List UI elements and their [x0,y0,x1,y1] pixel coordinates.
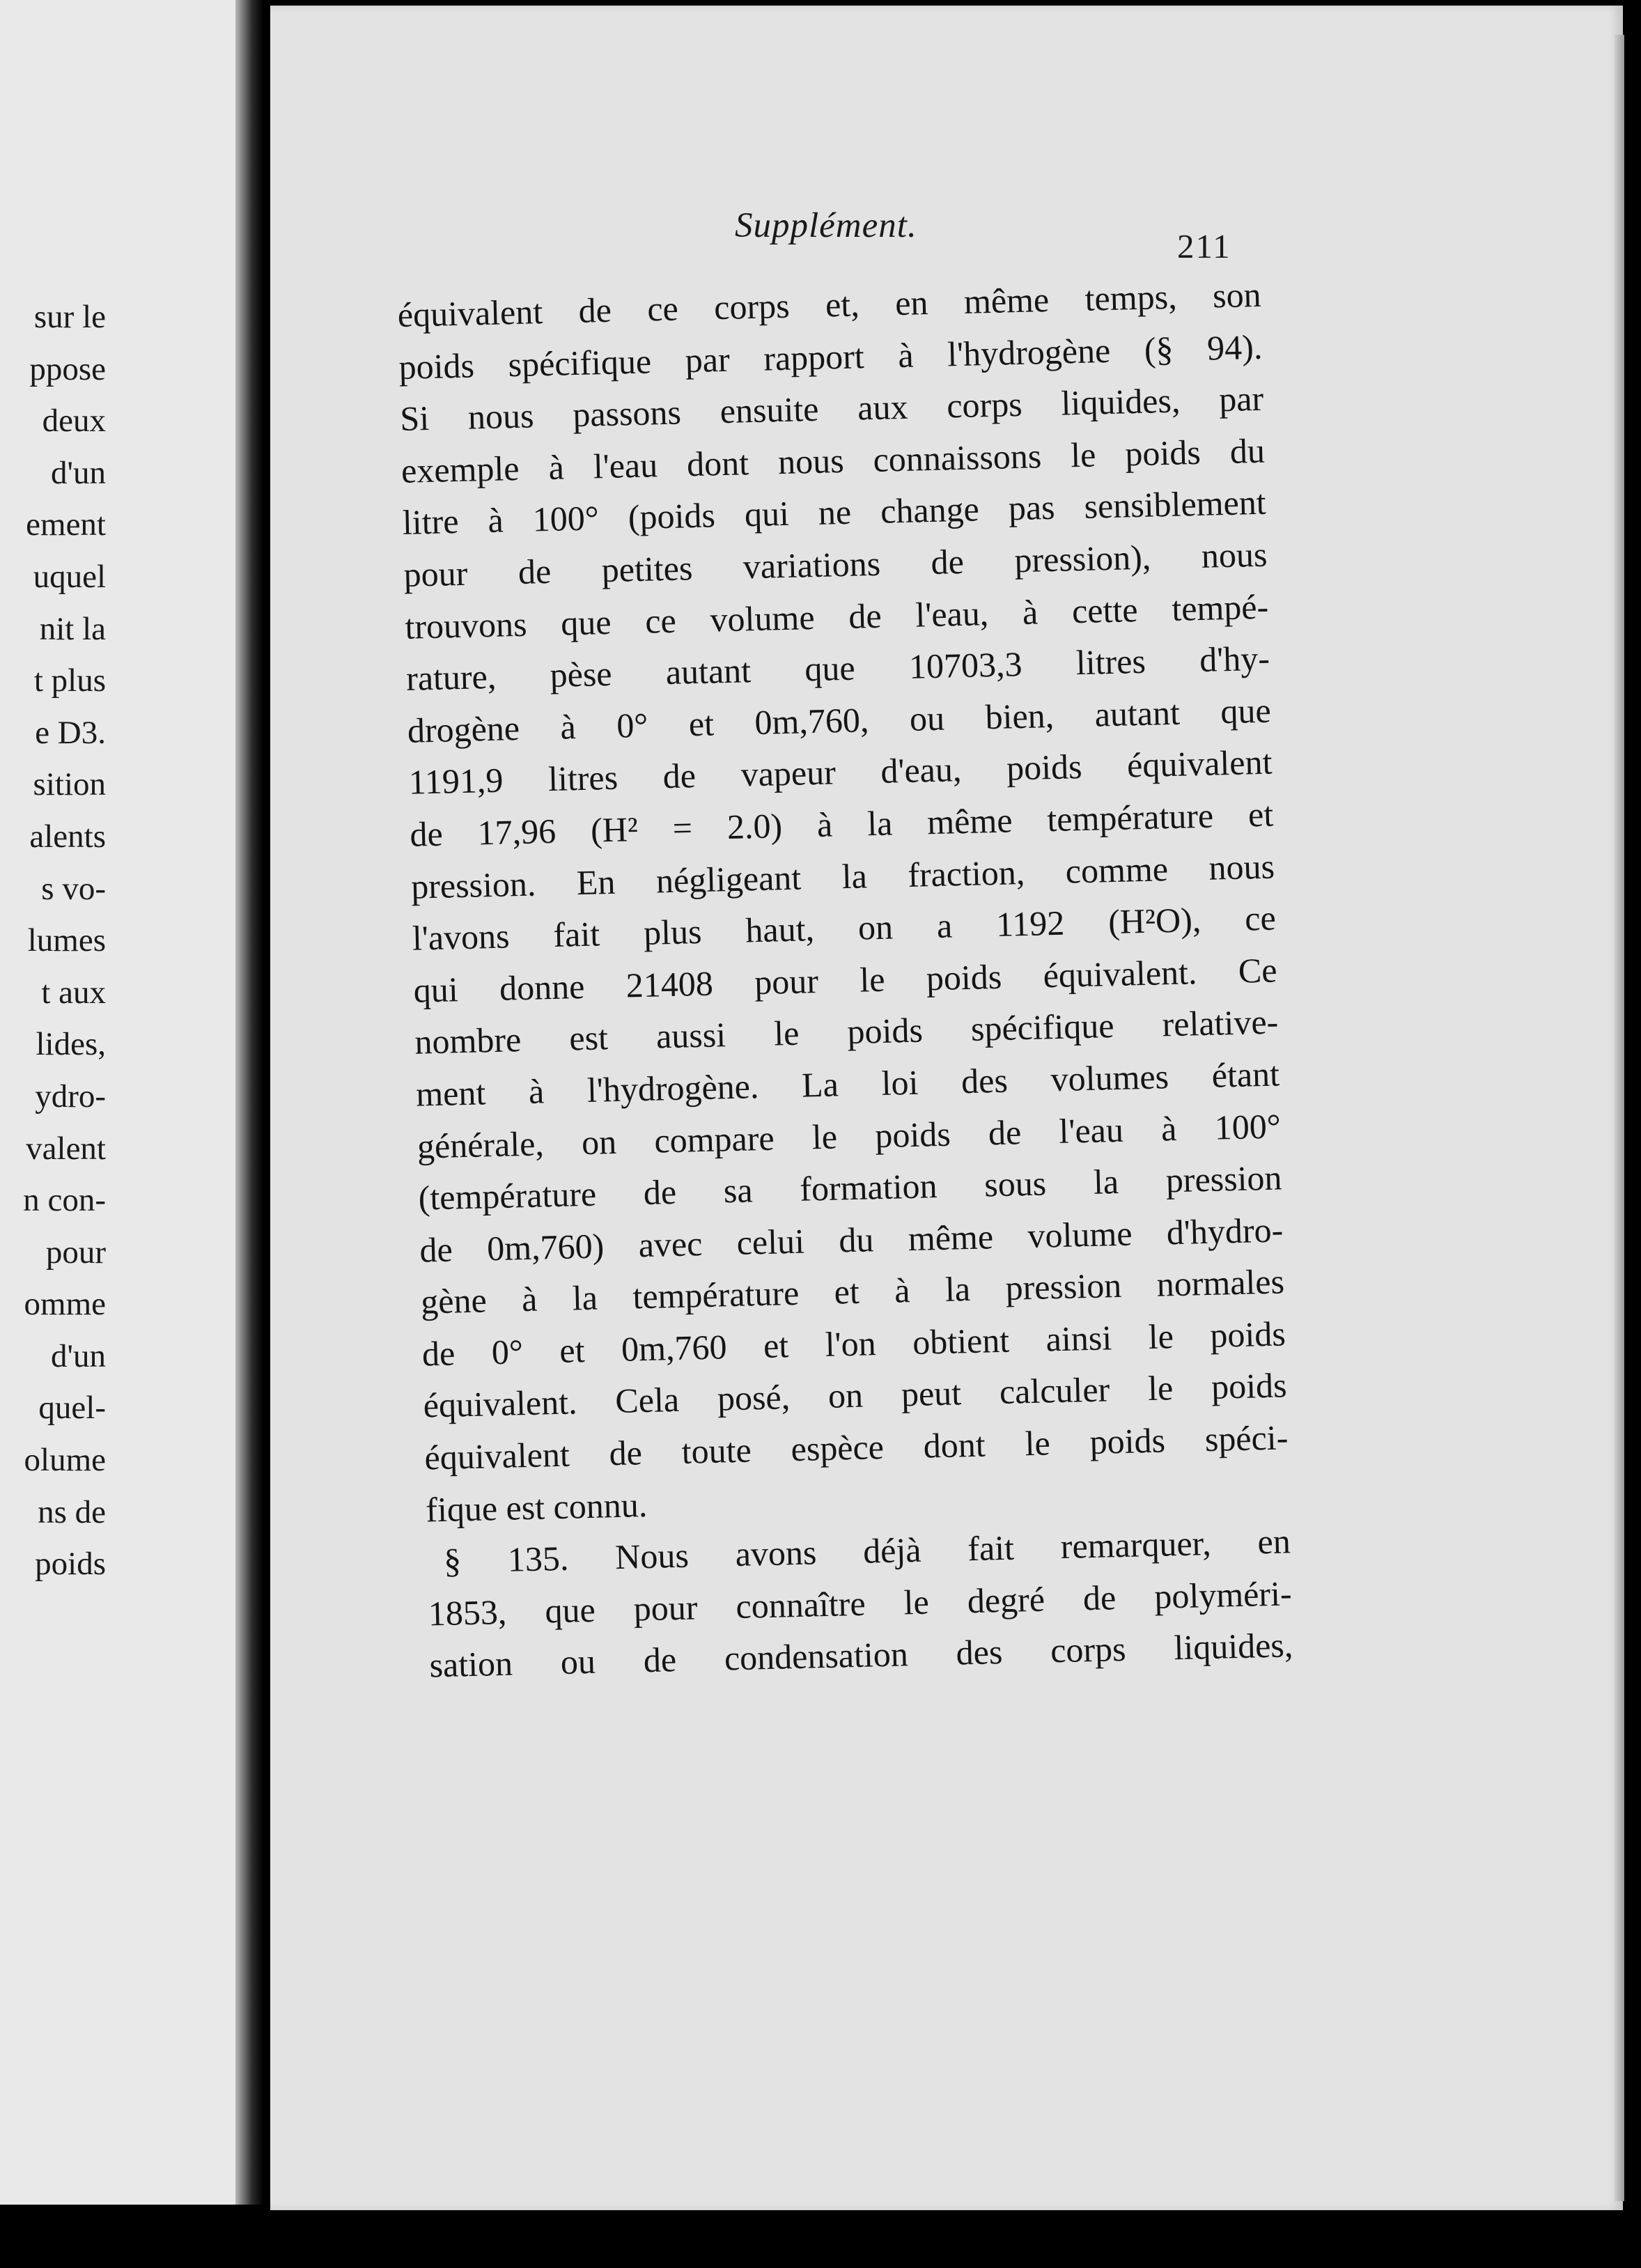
text-line: lides, [36,1026,106,1063]
text-line: pour de petites variations de pression), nous [403,534,1268,594]
body-text [397,269,1293,1692]
running-head: Supplément. [735,206,917,245]
text-line: poids [35,1546,106,1583]
text-line: sur le [33,299,106,335]
book-gutter [235,0,263,2205]
text-line: sition [33,766,106,803]
text-line: ppose [29,350,106,387]
text-line: poids spécifique par rapport à l'hydrogène (§ 94). [398,327,1263,387]
text-line: de 17,96 (H² = 2.0) à la même température et [409,794,1274,854]
text-line: qui donne 21408 pour le poids équivalent. Ce [413,950,1278,1010]
text-line: générale, on compare le poids de l'eau à 100° [417,1105,1282,1166]
text-line: fique est connu. [425,1484,648,1530]
text-line: lumes [27,922,106,959]
text-line: litre à 100° (poids qui ne change pas sensiblement [402,483,1267,543]
text-line: olume [24,1442,106,1479]
text-line: pour [45,1234,106,1271]
text-line: ment à l'hydrogène. La loi des volumes étant [415,1054,1280,1114]
left-page-text [0,291,106,1590]
text-line: 1853, que pour connaître le degré de polyméri- [428,1574,1293,1633]
text-line: omme [24,1286,106,1323]
text-line: de 0° et 0m,760 et l'on obtient ainsi le poids [421,1314,1286,1374]
text-line: sation ou de condensation des corps liquides, [428,1625,1293,1685]
left-page [0,0,235,2205]
text-line: § 135. Nous avons déjà fait remarquer, en [443,1521,1291,1581]
text-line: 1191,9 litres de vapeur d'eau, poids équivalent [408,742,1273,802]
page-edge [1615,35,1624,2201]
text-line: ydro- [35,1078,106,1114]
text-line: alents [29,818,106,855]
text-line: équivalent de ce corps et, en même temps, son [397,274,1262,334]
text-line: pression. En négligeant la fraction, comme nous [410,846,1275,906]
text-line: équivalent de toute espèce dont le poids spéci- [423,1418,1289,1477]
text-line: s vo- [41,870,106,907]
text-line: e D3. [35,714,106,751]
text-line: deux [42,403,106,440]
text-line: rature, pèse autant que 10703,3 litres d'hy- [405,638,1270,698]
text-line: d'un [51,1337,106,1374]
text-line: l'avons fait plus haut, on a 1192 (H²O), ce [412,898,1277,958]
text-line: Si nous passons ensuite aux corps liquides, par [399,378,1264,439]
page-number: 211 [1177,227,1231,265]
text-line: d'un [51,454,106,491]
text-line: uquel [33,558,106,595]
text-line: t aux [41,974,106,1011]
text-line: ement [26,506,106,543]
text-line: n con- [23,1182,106,1219]
text-line: trouvons que ce volume de l'eau, à cette tempé- [404,587,1269,646]
text-line: de 0m,760) avec celui du même volume d'hydro- [419,1210,1284,1270]
text-line: ns de [38,1493,106,1530]
text-line: équivalent. Cela posé, on peut calculer le poids [423,1365,1288,1426]
text-line: drogène à 0° et 0m,760, ou bien, autant que [407,690,1272,750]
text-line: nit la [39,610,106,647]
text-line: t plus [33,662,106,699]
text-line: quel- [38,1390,106,1427]
text-line: (température de sa formation sous la pression [418,1158,1283,1218]
text-line: gène à la température et à la pression normales [420,1261,1285,1321]
text-line: exemple à l'eau dont nous connaissons le poids du [400,430,1266,490]
text-line: valent [26,1130,106,1167]
text-line: nombre est aussi le poids spécifique relative- [414,1002,1279,1062]
